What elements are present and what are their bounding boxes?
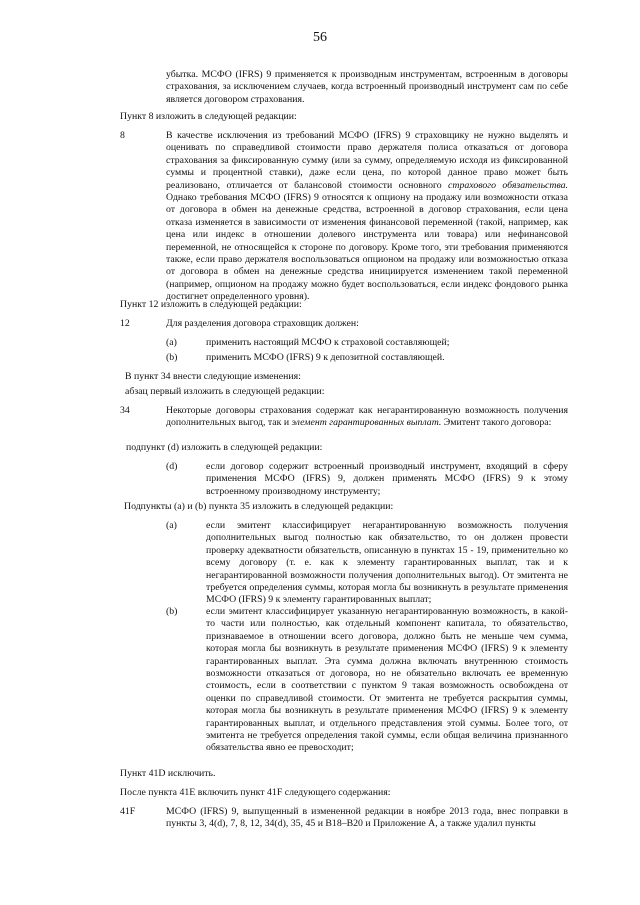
- instruction-insert-41f: После пункта 41E включить пункт 41F следующего содержания:: [120, 787, 391, 798]
- instruction-paragraph-35: Подпункты (a) и (b) пункта 35 изложить в следующей редакции:: [124, 501, 394, 512]
- paragraph-number-41f: 41F: [120, 806, 136, 817]
- paragraph-35a-label: (a): [166, 520, 177, 531]
- paragraph-8: [166, 130, 568, 304]
- paragraph-34-part-a: Некоторые договоры страхования содержат как негарантированную возможность получения дополнительных выгод, так и: [166, 405, 568, 429]
- paragraph-12-b-text: применить МСФО (IFRS) 9 к депозитной составляющей.: [206, 352, 445, 363]
- paragraph-34d-text: если договор содержит встроенный производный инструмент, входящий в сферу применения МСФО (IFRS) 9, должен применять МСФО (IFRS) 9 к этому встроенному производному инструменту;: [206, 461, 568, 497]
- paragraph-34-part-b: Эмитент такого договора:: [441, 417, 552, 429]
- instruction-first-subparagraph: абзац первый изложить в следующей редакции:: [125, 386, 325, 397]
- paragraph-number-12: 12: [120, 318, 130, 329]
- paragraph-8-part-b: Однако требования МСФО (IFRS) 9 относятся к опциону на продажу или возможности отказа от договора в обмен на денежные средства, встроенной в договор страхования, если цена отказа изменяется в зависимости от изменения финансовой переменной (такой, например, как цена или индекс в отношении долевого инструмента или товара) или нефинансовой переменной, не относящейся к стороне по договору. Кроме того, эти требования применяются также, если право держателя воспользоваться опционом на продажу или возможностью отказа от договора в обмен на денежные средства инициируется изменением такой переменной (например, опционом на продажу можно будет воспользоваться, если индекс фондового рынка достигнет определенного уровня).: [166, 192, 568, 303]
- intro-paragraph: убытка. МСФО (IFRS) 9 применяется к производным инструментам, встроенным в договоры страхования, за исключением случаев, когда встроенный производный инструмент сам по себе является договором страхования.: [166, 69, 568, 105]
- paragraph-number-34: 34: [120, 405, 130, 416]
- paragraph-12-a-label: (a): [166, 337, 177, 348]
- paragraph-12-text: Для разделения договора страховщик должен:: [166, 318, 359, 329]
- instruction-item-12: Пункт 12 изложить в следующей редакции:: [120, 299, 302, 310]
- paragraph-12-a-text: применить настоящий МСФО к страховой составляющей;: [206, 337, 450, 348]
- page-number: 56: [313, 30, 327, 45]
- paragraph-34d-label: (d): [166, 461, 178, 472]
- instruction-item-8: Пункт 8 изложить в следующей редакции:: [120, 111, 297, 122]
- paragraph-35a-text: если эмитент классифицирует негарантированную возможность получения дополнительных выгод полностью как обязательство, то он должен провести проверку адекватности обязательств, описанную в пунктах 15 - 19, применительно ко всему договору (т. е. как к элементу гарантированных выплат, так и к негарантированной возможности получения дополнительных выгод). От эмитента не требуется определения суммы, которая могла бы возникнуть в результате применения МСФО (IFRS) 9 к элементу гарантированных выплат;: [206, 520, 568, 606]
- instruction-subparagraph-d: подпункт (d) изложить в следующей редакции:: [126, 442, 323, 453]
- paragraph-12-b-label: (b): [166, 352, 178, 363]
- instruction-item-34: В пункт 34 внести следующие изменения:: [125, 371, 301, 382]
- paragraph-35b-text: если эмитент классифицирует указанную негарантированную возможность, в какой-то части или полностью, как отдельный компонент капитала, то обязательство, признаваемое в отношении всего договора, должно быть не меньше чем сумма, которая могла бы возникнуть в результате применения МСФО (IFRS) 9 к элементу гарантированных выплат. Эта сумма должна включать внутреннюю стоимость возможности отказаться от договора, но не обязательно включать ее временную стоимость, если в соответствии с пунктом 9 такая возможность освобождена от оценки по справедливой стоимости. От эмитента не требуется раскрытия суммы, которая могла бы возникнуть в результате применения МСФО (IFRS) 9 к элементу гарантированных выплат, и отдельного представления этой суммы. Более того, от эмитента не требуется определения такой суммы, если общая величина признанного обязательства явно ее превосходит;: [206, 606, 568, 754]
- paragraph-number-8: 8: [120, 130, 125, 141]
- paragraph-41f-text: МСФО (IFRS) 9, выпущенный в измененной редакции в ноябре 2013 года, внес поправки в пункты 3, 4(d), 7, 8, 12, 34(d), 35, 45 и B18–B20 и Приложение A, а также удалил пункты: [166, 806, 568, 830]
- paragraph-8-italic: страхового обязательства.: [448, 179, 568, 191]
- paragraph-35b-label: (b): [166, 606, 178, 617]
- paragraph-34: [166, 405, 568, 430]
- instruction-delete-41d: Пункт 41D исключить.: [120, 768, 216, 779]
- paragraph-8-part-a: В качестве исключения из требований МСФО (IFRS) 9 страховщику не нужно выделять и оценивать по справедливой стоимости право держателя полиса отказаться от договора страхования за фиксированную сумму (или за сумму, определяемую исходя из фиксированной суммы и процентной ставки), даже если цена, по которой данное право может быть реализовано, отличается от балансовой стоимости основного: [166, 130, 568, 191]
- paragraph-34-italic: элемент гарантированных выплат.: [291, 417, 442, 429]
